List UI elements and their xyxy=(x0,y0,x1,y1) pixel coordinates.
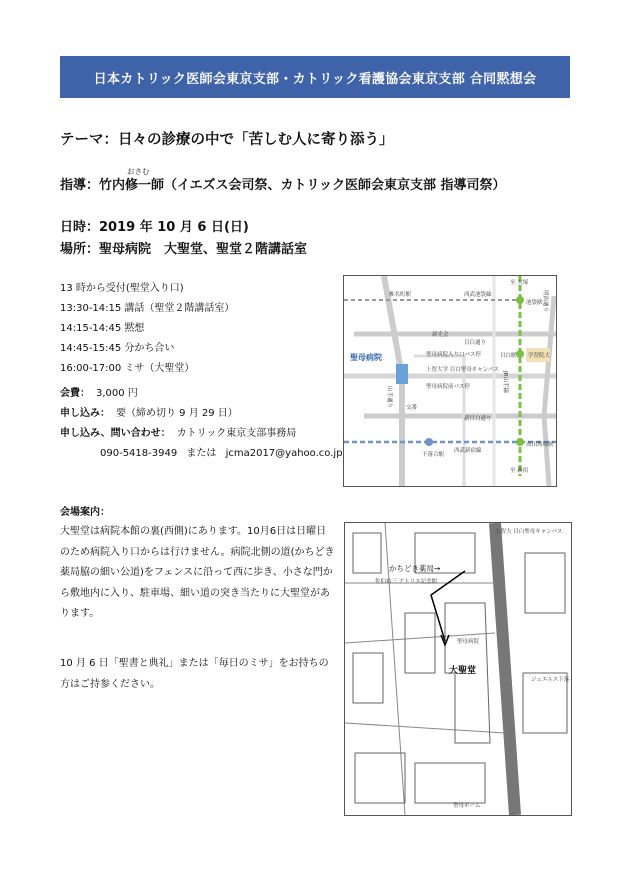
map-label: 交番 xyxy=(406,405,418,411)
map-label: JR山手線 xyxy=(502,371,508,393)
guide-line: 指導：竹内修一師（イエズス会司祭、カトリック医師会東京支部 指導司祭） xyxy=(60,178,506,193)
apply-value: 要（締め切り 9 月 29 日） xyxy=(116,408,238,419)
map-label: 目白駅 xyxy=(500,353,517,359)
map-label: 新目白通り xyxy=(464,416,492,422)
area-map-drawing xyxy=(344,276,556,486)
map-label: 聖母病院入り口バス停 xyxy=(426,352,482,358)
map-label: 目白通り xyxy=(464,340,487,346)
event-title-banner xyxy=(60,56,570,98)
event-place: 場所：聖母病院 大聖堂、聖堂２階講話室 xyxy=(60,242,308,257)
fee-label: 会費： xyxy=(60,388,90,399)
apply-line xyxy=(60,404,343,424)
contact-details xyxy=(60,444,343,464)
schedule-item: 13:30-14:15 講話（聖堂２階講話室） xyxy=(60,303,235,314)
schedule-item: 14:45-15:45 分かち合い xyxy=(60,343,175,354)
map-label: 新光会 xyxy=(432,332,449,338)
site-map xyxy=(344,522,572,816)
contact-line xyxy=(60,424,343,444)
schedule-list xyxy=(60,279,234,379)
site-map-drawing xyxy=(345,523,571,815)
bring-note: 10 月 6 日「聖書と典礼」または「毎日のミサ」をお持ちの方はご持参ください。 xyxy=(60,658,329,690)
name-ruby: おさむ xyxy=(127,167,150,176)
apply-label: 申し込み： xyxy=(60,408,110,419)
map-label: 佐伯祐三 アトリエ記念館 xyxy=(375,579,438,585)
map-label: 下落合駅 xyxy=(422,452,445,458)
event-datetime: 日時：2019 年 10 月 6 日(日) xyxy=(60,220,249,235)
map-label: 聖母病院 xyxy=(457,639,480,645)
map-label: 西武新宿線 xyxy=(454,448,482,454)
schedule-item: 14:15-14:45 黙想 xyxy=(60,323,145,334)
map-label: 学習院大 xyxy=(528,353,551,359)
map-label: 至 新宿 xyxy=(510,468,529,474)
map-label: 明治通り xyxy=(542,290,548,313)
pharmacy-label: かちどき薬局→ xyxy=(389,564,441,573)
map-label: 上智大学 目白聖母キャンパス xyxy=(426,367,499,373)
map-label: 池袋駅 xyxy=(526,300,543,306)
map-label: 聖母ホーム xyxy=(453,803,481,809)
map-label: 聖母病院前バス停 xyxy=(426,384,471,390)
registration-info xyxy=(60,384,343,464)
map-label: ジュエルス下落 xyxy=(531,677,570,683)
area-map xyxy=(343,275,557,487)
fee-line xyxy=(60,384,343,404)
map-label: 上智大 目白聖母キャンパス xyxy=(495,529,563,535)
fee-value: 3,000 円 xyxy=(96,388,138,399)
map-label: 至 大塚 xyxy=(510,280,529,286)
theme-heading: テーマ：日々の診療の中で「苦しむ人に寄り添う」 xyxy=(60,132,394,148)
contact-label: 申し込み、問い合わせ： xyxy=(60,428,171,439)
venue-heading: 会場案内： xyxy=(60,507,110,518)
cathedral-label: 大聖堂 xyxy=(449,666,477,676)
schedule-item: 16:00-17:00 ミサ（大聖堂） xyxy=(60,363,195,374)
contact-email[interactable]: jcma2017@yahoo.co.jp xyxy=(225,448,343,459)
event-title: 日本カトリック医師会東京支部・カトリック看護協会東京支部 合同黙想会 xyxy=(93,71,537,87)
contact-phone: 090-5418-3949 xyxy=(100,448,178,459)
venue-description: 大聖堂は病院本館の裏(西側)にあります。10月6日は日曜日のため病院入り口からは行けません。病院北側の道(かちどき薬局脇の細い公道)をフェンスに沿って西に歩き、小さな門から敷地内に入り、駐車場、細い道の突き当たりに大聖堂があります。 xyxy=(60,526,335,619)
map-hospital-label: 聖母病院 xyxy=(350,353,382,362)
schedule-item: 13 時から受付(聖堂入り口) xyxy=(60,283,184,294)
map-label: 高田馬場駅 xyxy=(526,442,554,448)
contact-org: カトリック東京支部事務局 xyxy=(176,428,297,439)
map-label: 山手通り xyxy=(386,386,392,409)
map-label: 西武池袋線 xyxy=(464,292,492,298)
contact-or: または xyxy=(186,448,217,459)
map-label: 椎名町駅 xyxy=(389,292,412,298)
